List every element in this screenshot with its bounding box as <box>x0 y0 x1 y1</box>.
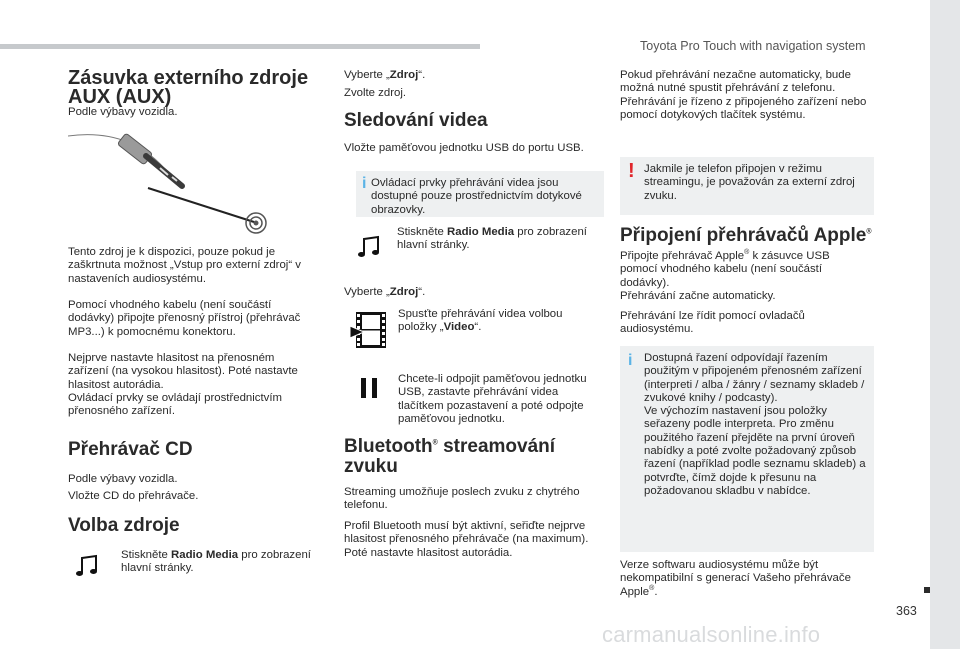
header-bar <box>0 44 480 49</box>
apple-paragraph-2: Přehrávání lze řídit pomocí ovladačů audiosystému. <box>620 310 805 336</box>
bluetooth-paragraph-1: Streaming umožňuje poslech zvuku z chytrého telefonu. <box>344 486 580 512</box>
aux-jack-illustration <box>68 128 278 238</box>
header-title: Toyota Pro Touch with navigation system <box>640 39 866 53</box>
video-info-callout: i Ovládací prvky přehrávání videa jsou dostupné pouze prostřednictvím dotykové obrazovky. <box>356 171 604 217</box>
source-title: Volba zdroje <box>68 515 180 536</box>
continue-marker <box>924 587 930 593</box>
pause-icon <box>359 377 379 399</box>
info-icon: i <box>362 175 367 192</box>
apple-compatibility-note: Verze softwaru audiosystému může být nekompatibilní s generací Vašeho přehrávače Apple®. <box>620 559 851 598</box>
info-icon: i <box>628 352 633 369</box>
cd-title: Přehrávač CD <box>68 439 193 460</box>
choose-source-line: Zvolte zdroj. <box>344 87 407 99</box>
video-press-instruction: Stiskněte Radio Media pro zobrazení hlavní stránky. <box>397 226 587 252</box>
warning-icon: ! <box>628 160 635 182</box>
page-number: 363 <box>896 604 917 618</box>
video-paragraph-1: Vložte paměťovou jednotku USB do portu USB. <box>344 142 584 154</box>
pause-instruction: Chcete-li odpojit paměťovou jednotku USB, zastavte přehrávání videa tlačítkem pozastavení a poté odpojte paměťovou jednotku. <box>398 373 587 425</box>
apple-title: Připojení přehrávačů Apple® <box>620 225 872 246</box>
aux-paragraph-3: Nejprve nastavte hlasitost na přenosném zařízení (na vysokou hlasitost). Poté nastavte hlasitost autorádia. Ovládací prvky se ovládají prostřednictvím přenosného zařízení. <box>68 352 298 418</box>
select-source-line-2: Vyberte „Zdroj“. <box>344 286 426 298</box>
playback-paragraph: Pokud přehrávání nezačne automaticky, bude možná nutné spustit přehrávání z telefonu. Přehrávání je řízeno z připojeného zařízení nebo pomocí dotykových tlačítek systému. <box>620 69 867 121</box>
side-strip <box>930 0 960 649</box>
aux-paragraph-2: Pomocí vhodného kabelu (není součástí dodávky) připojte přenosný přístroj (přehrávač MP3...) k pomocnému konektoru. <box>68 299 301 338</box>
aux-title: Zásuvka externího zdroje AUX (AUX) <box>68 67 309 108</box>
bluetooth-title: Bluetooth® streamování zvuku <box>344 436 556 477</box>
music-note-icon <box>73 553 99 579</box>
music-note-icon <box>355 234 381 260</box>
bluetooth-paragraph-2: Profil Bluetooth musí být aktivní, seřiďte nejprve hlasitost přenosného přehrávače (na maximum). Poté nastavte hlasitost autorádia. <box>344 520 589 559</box>
video-start-instruction: Spusťte přehrávání videa volbou položky „Video“. <box>398 308 563 334</box>
streaming-warning-callout: ! Jakmile je telefon připojen v režimu streamingu, je považován za externí zdroj zvuku. <box>620 157 874 215</box>
cd-paragraph-2: Vložte CD do přehrávače. <box>68 490 199 502</box>
video-title: Sledování videa <box>344 110 488 131</box>
source-instruction: Stiskněte Radio Media pro zobrazení hlavní stránky. <box>121 549 311 575</box>
apple-paragraph-1: Připojte přehrávač Apple® k zásuvce USB pomocí vhodného kabelu (není součástí dodávky). Přehrávání začne automaticky. <box>620 249 830 302</box>
aux-paragraph-1: Tento zdroj je k dispozici, pouze pokud je zaškrtnuta možnost „Vstup pro externí zdroj“ v nastaveních audiosystému. <box>68 246 301 285</box>
aux-subtitle: Podle výbavy vozidla. <box>68 106 178 118</box>
video-film-icon <box>348 310 388 350</box>
watermark: carmanualsonline.info <box>602 622 821 647</box>
cd-paragraph-1: Podle výbavy vozidla. <box>68 473 178 485</box>
apple-sorting-info-callout: i Dostupná řazení odpovídají řazením použitým v připojeném přenosném zařízení (interpreti / alba / žánry / seznamy skladeb / zvukové knihy / podcasty). Ve výchozím nastavení jsou položky seřazeny podle interpreta. Pro změnu použitého řazení přejděte na první úroveň nabídky a poté zvolte požadovaný způsob řazení (například podle seznamu skladeb) a potvrďte, čímž dojde k přesunu na požadovanou skladbu v nabídce. <box>620 346 874 552</box>
select-source-line: Vyberte „Zdroj“. <box>344 69 426 81</box>
